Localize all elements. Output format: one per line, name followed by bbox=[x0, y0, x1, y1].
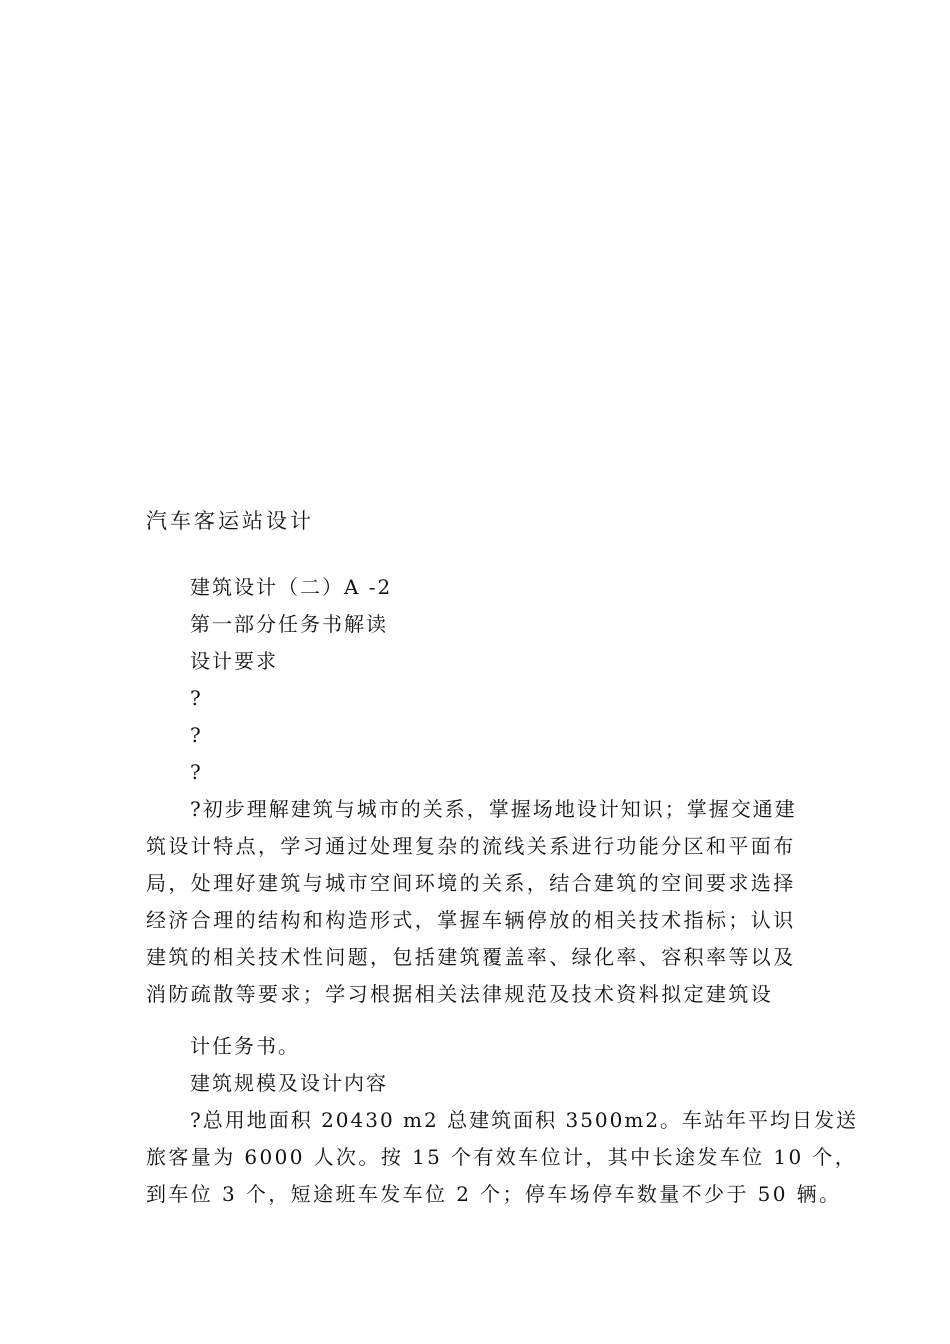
scale-paragraph-line: 旅客量为 6000 人次。按 15 个有效车位计，其中长途发车位 10 个， bbox=[146, 1145, 858, 1169]
requirements-paragraph-line: 建筑的相关技术性问题，包括建筑覆盖率、绿化率、容积率等以及 bbox=[146, 945, 796, 969]
requirements-paragraph-line: 经济合理的结构和构造形式，掌握车辆停放的相关技术指标；认识 bbox=[146, 908, 796, 932]
bullet-marker: ? bbox=[190, 723, 203, 747]
requirements-paragraph-line: 筑设计特点，学习通过处理复杂的流线关系进行功能分区和平面布 bbox=[146, 834, 796, 858]
requirements-heading: 设计要求 bbox=[190, 649, 278, 673]
document-title: 汽车客运站设计 bbox=[146, 509, 314, 533]
part-heading: 第一部分任务书解读 bbox=[190, 612, 388, 636]
bullet-marker: ? bbox=[190, 760, 203, 784]
requirements-paragraph-line: 消防疏散等要求；学习根据相关法律规范及技术资料拟定建筑设 bbox=[146, 982, 774, 1006]
scale-paragraph-line: 到车位 3 个，短途班车发车位 2 个；停车场停车数量不少于 50 辆。 bbox=[146, 1182, 842, 1206]
scale-paragraph-line: ?总用地面积 20430 m2 总建筑面积 3500m2。车站年平均日发送 bbox=[190, 1108, 859, 1132]
requirements-paragraph-tail: 计任务书。 bbox=[190, 1034, 300, 1058]
requirements-paragraph-line: 局，处理好建筑与城市空间环境的关系，结合建筑的空间要求选择 bbox=[146, 871, 796, 895]
course-heading: 建筑设计（二）A -2 bbox=[190, 575, 393, 599]
bullet-marker: ? bbox=[190, 686, 203, 710]
scale-heading: 建筑规模及设计内容 bbox=[190, 1071, 388, 1095]
requirements-paragraph-line: ?初步理解建筑与城市的关系，掌握场地设计知识；掌握交通建 bbox=[190, 797, 797, 821]
